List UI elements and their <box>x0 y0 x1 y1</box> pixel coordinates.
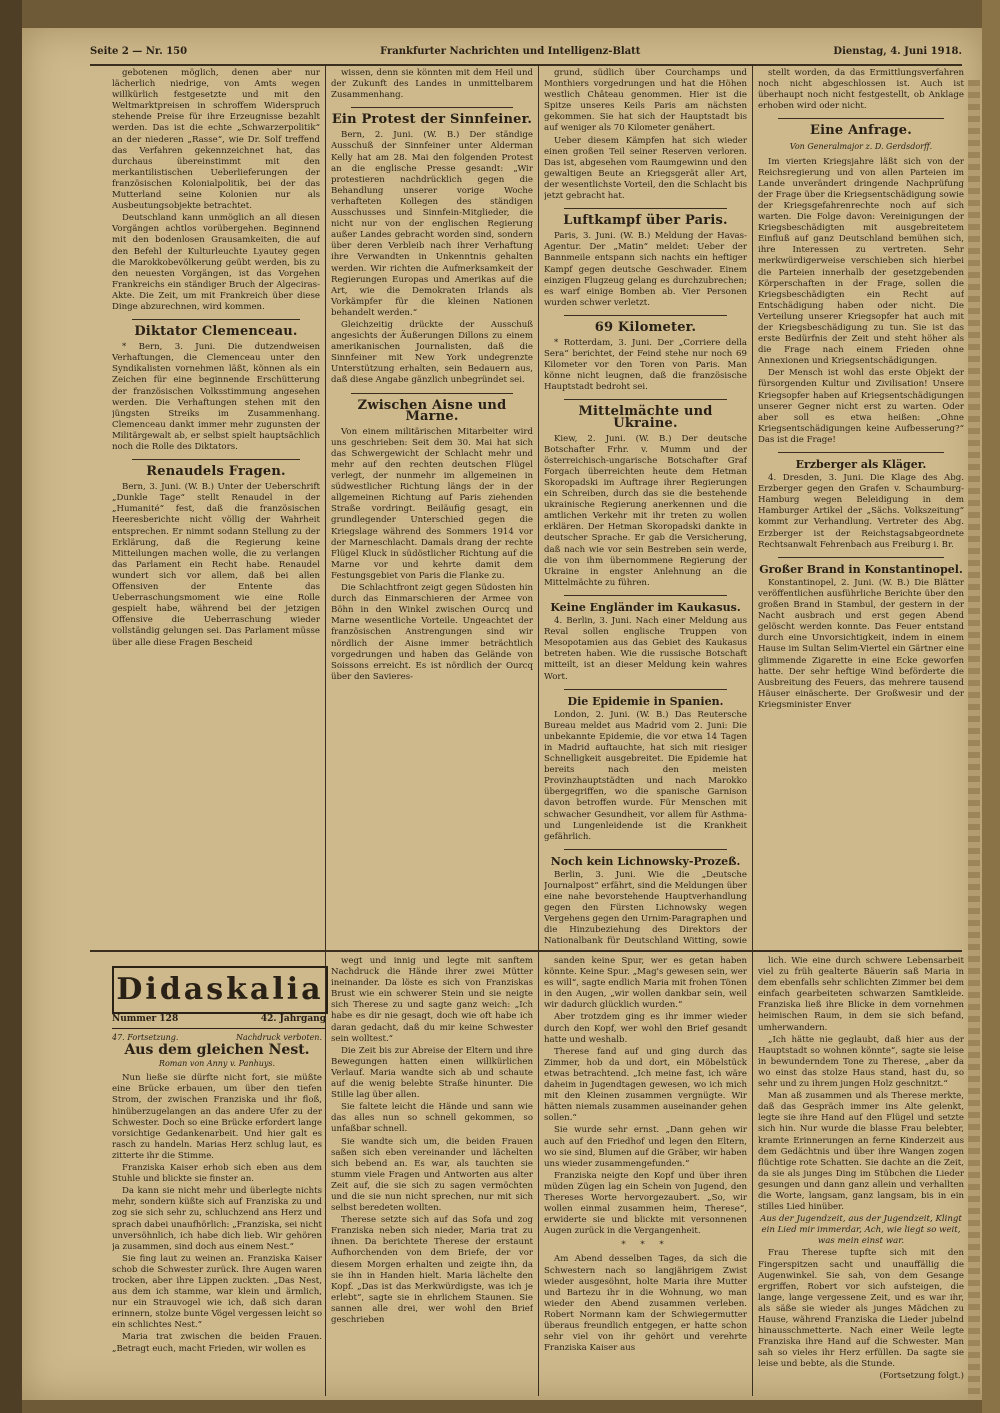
headline-kaukasus: Keine Engländer im Kaukasus. <box>550 600 741 614</box>
story-text: Maria trat zwischen die beiden Frauen. „Betragt euch, macht Frieden, wir wollen es <box>112 1332 322 1354</box>
story-text: Nun ließe sie dürfte nicht fort, sie müßte eine Brücke erbauen, um über den tiefen Strom, der zwischen Franziska und ihr floß, hinüberzugelangen an das andere Ufer zu der Schwester. Doch so eine Brücke erfordert lange vorsichtige Gedankenarbeit. Und hier galt es rasch zu handeln. Marias Herz schlug laut, es zitterte ihr die Stimme. <box>112 1073 322 1161</box>
headline-erzberger: Erzberger als Kläger. <box>795 458 927 471</box>
story-nachdruck: Nachdruck verboten. <box>235 1033 322 1042</box>
story-text: Therese fand auf und ging durch das Zimmer, hob da und dort, ein Möbelstück etwas betrachtend. „Ich meine fast, ich wäre daheim in Jugendtagen gewesen, wo ich mich mit den Kleinen zusammen vergnügte. Wir hätten niemals zusammen auseinander gehen sollen.“ <box>544 1046 747 1124</box>
page-header <box>90 46 962 64</box>
story-fortsetzung: 47. Fortsetzung. <box>112 1033 179 1042</box>
article-divider <box>132 319 300 320</box>
article-divider <box>564 208 727 209</box>
article-text: Die Schlachtfront zeigt gegen Südosten hin durch das Einmarschieren der Armee von Böhn in den Winkel zwischen Ourcq und Marne wesentliche Vorteile. Ungeachtet der französischen Anstrengungen sind wir nördlich der Aisne immer beträchtlich vorgedrungen und haben das Gelände von Soissons erreicht. Es ist nördlich der Ourcq über den Savieres- <box>331 583 533 682</box>
article-divider <box>778 557 944 558</box>
feuilleton-column-3 <box>544 956 747 1396</box>
story-text: Sie wandte sich um, die beiden Frauen saßen sich eben vereinander und lächelten sich bebend an. Es war, als tauchten sie stumm viele Fragen und Antworten aus alter Zeit auf, die sie sich zu sagen vermöchten und die sie nun nicht sprechen, nur mit sich selbst beredeten wollten. <box>331 1136 533 1214</box>
article-divider <box>564 689 727 690</box>
header-rule <box>90 64 962 66</box>
article-text: Kiew, 2. Juni. (W. B.) Der deutsche Botschafter Frhr. v. Mumm und der österreichisch-ungarische Botschafter Graf Forgach überreichten heute dem Hetman Skoropadski im Auftrage ihrer Regierungen ein Schreiben, durch das sie die bestehende ukrainische Regierung anerkennen und die amtlichen Verkehr mit ihr treten zu wollen erklären. Der Hetman Skoropadski dankte in deutscher Sprache. Er gab die Versicherung, daß nach wie vor sein Bestreben sein werde, die von ihm übernommene Regierung der Ukraine in engster Anlehnung an die Mittelmächte zu führen. <box>544 433 747 588</box>
article-text: Der Mensch ist wohl das erste Objekt der fürsorgenden Kultur und Zivilisation! Unsere Kriegsopfer haben auf Kriegsentschädigungen unserer Gegner nicht erst zu warten. Oder aber soll es etwa heißen: „Ohne Kriegsentschädigungen keine Aufbesserung?“ Das ist die Frage! <box>758 368 964 445</box>
header-page-number: Seite 2 — Nr. 150 <box>90 46 188 57</box>
page-edge <box>982 0 1000 1413</box>
column-rule <box>538 66 539 1396</box>
story-text: Frau Therese tupfte sich mit den Fingerspitzen sacht und unauffällig die Augenwinkel. Sie sah, von dem Gesange ergriffen, Robert vor sich aufsteigen, die lange, lange vergessene Zeit, und es war ihr, als säße sie wieder als junges Mädchen zu Hause, während Franziska die Lieder jubelnd hinausschmetterte. Nach einer Weile legte Franziska ihre Hand auf die Schwester. Man sah so vieles ihr Herz erfüllen. Da sagte sie leise und bebte, als die Stunde. <box>758 1248 964 1370</box>
story-text: „Ich hätte nie geglaubt, daß hier aus der Hauptstadt so wohnen könnte“, sagte sie leise in bewunderndem Tone zu Therese, „aber da wo einst das stolze Haus stand, hast du, so sehr und zu ihrem jungen Holz geschnitzt.“ <box>758 1034 964 1090</box>
didaskalia-year: 42. Jahrgang <box>260 1014 326 1024</box>
article-divider <box>564 315 727 316</box>
column-rule <box>752 66 753 1396</box>
story-text: Franziska Kaiser erhob sich eben aus dem Stuhle und blickte sie finster an. <box>112 1163 322 1185</box>
article-text: Bern, 2. Juni. (W. B.) Der ständige Ausschuß der Sinnfeiner unter Alderman Kelly hat am 28. Mai den folgenden Protest an die englische Presse gesandt: „Wir protestieren nachdrücklich gegen die Behandlung unserer vorige Woche verhafteten Kollegen des ständigen Ausschusses und Sinnfein-Mitglieder, die nicht nur von der englischen Regierung außer Landes gebracht worden sind, sondern über deren Verbleib nach ihrer Verhaftung ihre Verwandten in Unkenntnis gehalten werden. Wir richten die Aufmerksamkeit der Regierungen Europas und Amerikas auf die Art, wie die Demokraten Irlands als Vorkämpfer für die kleinen Nationen behandelt werden.“ <box>331 130 533 318</box>
headline-ukraine: Mittelmächte und Ukraine. <box>578 404 713 431</box>
story-text: Franziska neigte den Kopf und über ihren müden Zügen lag ein Schein von Jugend, den Thereses Worte hervorgezaubert. „So, wir wollen einmal zusammen heim, Therese“, erwiderte sie und blickte mit versonnenen Augen zurück in die Vergangenheit. <box>544 1170 747 1237</box>
feuilleton-rule <box>90 950 962 952</box>
story-text: Die Zeit bis zur Abreise der Eltern und ihre Bewegungen hatten einen willkürlichen Verlauf. Maria wandte sich ab und schaute auf die wenig belebte Straße hinunter. Die Stille lag über allen. <box>331 1045 533 1101</box>
didaskalia-number: Nummer 128 <box>112 1014 179 1024</box>
story-title: Aus dem gleichen Nest. <box>124 1042 310 1059</box>
feuilleton-column-2 <box>331 956 533 1396</box>
headline-renaudel: Renaudels Fragen. <box>146 464 286 480</box>
masthead-rule <box>112 1028 326 1029</box>
story-text: Therese setzte sich auf das Sofa und zog Franziska neben sich nieder, Maria trat zu ihnen. Da berichtete Therese der erstaunt Aufhorchenden von dem Briefe, der vor diesem Morgen erhalten und zeigte ihn, da sie ihn in Handen hielt. Maria lächelte den Kopf. „Das ist das Merkwürdigste, was ich je erlebt“, sagte sie in ehrlichem Staunen. Sie sannen alle drei, wer wohl den Brief geschrieben <box>331 1215 533 1325</box>
story-text: Sie faltete leicht die Hände und sann wie das alles nun so schnell gekommen, so unfaßbar schnell. <box>331 1102 533 1135</box>
feuilleton-column-4 <box>758 956 964 1396</box>
story-text: Aber trotzdem ging es ihr immer wieder durch den Kopf, wer wohl den Brief gesandt hatte und weshalb. <box>544 1012 747 1045</box>
adjacent-page-strip <box>968 80 980 1400</box>
story-text: lich. Wie eine durch schwere Lebensarbeit viel zu früh gealterte Bäuerin saß Maria in dem ebenfalls sehr schlichten Zimmer bei dem einfach gearbeiteten schwarzen Samtkleide. Franziska ließ ihre Blicke in dem vornehmen heimischen Raum, in dem sie sich befand, umherwandern. <box>758 956 964 1033</box>
article-divider <box>564 849 727 850</box>
story-continued: (Fortsetzung folgt.) <box>879 1371 964 1382</box>
story-text: sanden keine Spur, wer es getan haben könnte. Keine Spur. „Mag's gewesen sein, wer es will“, sagte endlich Maria mit frohen Tönen in den Augen, „wir wollen dankbar sein, weil wir dadurch glücklich wurden.“ <box>544 956 747 1011</box>
article-text: Konstantinopel, 2. Juni. (W. B.) Die Blätter veröffentlichen ausführliche Berichte über den großen Brand in Stambul, der gestern in der Nacht ausbrach und erst gegen Abend gelöscht werden konnte. Das Feuer entstand durch eine Unvorsichtigkeit, indem in einem Hause im Sultan Selim-Viertel ein Gärtner eine glimmende Zigarette in eine Ecke geworfen hatte. Der sehr heftige Wind beförderte die Ausbreitung des Feuers, das mehrere tausend Häuser einäscherte. Der Großwesir und der Kriegsminister Enver <box>758 577 964 710</box>
article-text: Im vierten Kriegsjahre läßt sich von der Reichsregierung und von allen Parteien im Lande unverändert dringende Nachprüfung der Frage über die Kriegsentschädigung sowie der Kriegsgefahrenrechte noch auf sich warten. Die Folge davon: Vereinigungen der Kriegsbeschädigten mit ausgebreitetem Einfluß auf ganz Deutschland bemühen sich, ihre Interessen zu vertreten. Sehr merkwürdigerweise verschieben sich hierbei die Parteien innerhalb der gesetzgebenden Körperschaften in der Frage, sollen die Kriegsbeschädigten ein Recht auf Entschädigung haben oder nicht. Die Verteilung unserer Kriegsopfer hat auch mit der Kriegsbeschädigung zu tun. Sie ist das erste Bedürfnis der Zeit und steht höher als die Frage nach einem Frieden ohne Annexionen und Kriegsentschädigungen. <box>758 156 964 367</box>
headline-lichnowsky: Noch kein Lichnowsky-Prozeß. <box>550 854 741 868</box>
article-text: gebotenen möglich, denen aber nur lächerlich niedrige, von Amts wegen willkürlich festgesetzte und mit den Weltmarktpreisen in schroffem Widerspruch stehende Preise für ihre Erzeugnisse bezahlt werden. Das ist die echte „Schwarzerpolitik“ an der niederen „Rasse“, wie Dr. Solf treffend das Verfahren gekennzeichnet hat, das durchaus übereinstimmt mit den merkantilistischen Ueberlieferungen der französischen Kolonialpolitik, bei der das Mutterland seine Kolonien nur als Ausbeutungsobjekte betrachtet. <box>112 68 320 212</box>
column-rule <box>325 66 326 1396</box>
headline-69-kilometer: 69 Kilometer. <box>594 319 697 335</box>
header-date: Dienstag, 4. Juni 1918. <box>833 46 962 57</box>
article-divider <box>351 393 513 394</box>
article-text: 4. Berlin, 3. Juni. Nach einer Meldung aus Reval sollen englische Truppen von Mesopotamien aus das Gebiet des Kaukasus betreten haben. Wie die russische Botschaft mitteilt, ist an dieser Meldung kein wahres Wort. <box>544 616 747 682</box>
headline-anfrage: Eine Anfrage. <box>810 123 912 139</box>
article-text: Deutschland kann unmöglich an all diesen Vorgängen achtlos vorübergehen. Beginnend mit den bodenlosen Grausamkeiten, die auf den Befehl der Kulturleuchte Lyautey gegen die Marokkobevölkerung geübt werden, bis zu den neuesten Vorgängen, ist das Vorgehen Frankreichs ein ständiger Bruch der Algeciras-Akte. Die Zeit, um mit Frankreich über diese Dinge abzurechnen, wird kommen. <box>112 213 320 312</box>
article-text: Bern, 3. Juni. (W. B.) Unter der Ueberschrift „Dunkle Tage“ stellt Renaudel in der „Humanité“ fest, daß die französischen Heeresberichte nicht völlig der Wahrheit entsprechen. Er nimmt sodann Stellung zu der Erklärung, daß die Regierung keine Mitteilungen machen wolle, die zu verlangen das Parlament ein Recht habe. Renaudel wundert sich vor allem, daß bei allen Offensiven der Entente das Ueberraschungsmoment wie eine Rolle gespielt habe, während bei der jetzigen Offensive die Ueberraschung wieder vollständig gelungen sei. Das Parlament müsse über alle diese Fragen Bescheid <box>112 482 320 648</box>
article-text: Gleichzeitig drückte der Ausschuß angesichts der Äußerungen Dillons zu einem amerikanischen Journalisten, daß die Sinnfeiner mit New York undegrenzte Unterstützung erhalten, sein Bedauern aus, daß diese Angabe gänzlich unbegründet sei. <box>331 319 533 386</box>
column-4 <box>758 68 964 946</box>
story-byline: Roman von Anny v. Panhuys. <box>158 1059 276 1069</box>
story-text: Am Abend desselben Tages, da sich die Schwestern nach so langjährigem Zwist wieder ausgesöhnt, holte Maria ihre Mutter und Bartezu ihr in die Wohnung, wo man wieder den Abend zusammen verleben. Robert Normann kam der Schwiegermutter überaus freundlich entgegen, er hatte schon sehr viel von ihr gehört und verehrte Franziska Kaiser aus <box>544 1254 747 1354</box>
article-divider <box>351 107 513 108</box>
article-divider <box>778 452 944 453</box>
story-text: Sie wurde sehr ernst. „Dann gehen wir auch auf den Friedhof und legen den Eltern, wo sie sind, Blumen auf die Gräber, wir haben uns wieder zusammengefunden.“ <box>544 1125 747 1169</box>
article-text: wissen, denn sie könnten mit dem Heil und der Zukunft des Landes in unmittelbarem Zusammenhang. <box>331 68 533 101</box>
article-text: London, 2. Juni. (W. B.) Das Reutersche Bureau meldet aus Madrid vom 2. Juni: Die unbekannte Epidemie, die vor etwa 14 Tagen in Madrid auftauchte, hat sich mit riesiger Schnelligkeit ausgebreitet. Die Epidemie hat bereits nach den meisten Provinzhauptstädten und nach Marokko übergegriffen, wo die spanische Garnison davon betroffen wurde. Für Menschen mit schwacher Gesundheit, vor allem für Asthma- und Lungenleidende ist die Krankheit gefährlich. <box>544 709 747 842</box>
header-masthead: Frankfurter Nachrichten und Intelligenz-Blatt <box>380 46 641 57</box>
binding-edge <box>0 0 22 1413</box>
didaskalia-masthead: Didaskalia <box>112 966 328 1014</box>
article-text: 4. Dresden, 3. Juni. Die Klage des Abg. Erzberger gegen den Grafen v. Schaumburg-Hamburg wegen Beleidigung in dem Hamburger Artikel der „Sächs. Volkszeitung“ kommt zur Verhandlung. Vertreter des Abg. Erzberger ist der Reichstagsabgeordnete Rechtsanwalt Fehrenbach aus Freiburg i. Br. <box>758 473 964 550</box>
headline-aisne-marne: Zwischen Aisne und Marne. <box>357 397 507 424</box>
article-text: * Rotterdam, 3. Juni. Der „Corriere della Sera“ berichtet, der Feind stehe nur noch 69 Kilometer vor den Toren von Paris. Man könne nicht leugnen, daß die französische Hauptstadt bedroht sei. <box>544 337 747 393</box>
feuilleton-column-1 <box>112 1032 322 1396</box>
column-2 <box>331 68 533 946</box>
headline-luftkampf: Luftkampf über Paris. <box>563 213 728 229</box>
story-text: Da kann sie nicht mehr und überlegte nichts mehr, sondern küßte sich auf Franziska zu und zog sie sich sehr zu, schluchzend ans Herz und sprach dabei unaufhörlich: „Franziska, sei nicht unversöhnlich, ich habe dich lieb. Wir gehören ja zusammen, sind doch aus einem Nest.“ <box>112 1186 322 1252</box>
article-text: Ueber diesem Kämpfen hat sich wieder einen großen Teil seiner Reserven verloren. Das ist, abgesehen vom Raumgewinn und den gewaltigen Beute an Kriegsgerät aller Art, der wesentlichste Vorteil, den die Schlacht bis jetzt gebracht hat. <box>544 135 747 202</box>
story-text: Sie fing laut zu weinen an. Franziska Kaiser schob die Schwester zurück. Ihre Augen waren trocken, aber ihre Lippen zuckten. „Das Nest, aus dem ich stamme, war klein und ärmlich, nur ein Strauvogel wie ich, daß sich daran erinnern, stolze bunte Vögel vergessen leicht so ein schlichtes Nest.“ <box>112 1253 322 1331</box>
section-break: * * * <box>621 1240 670 1251</box>
article-text: Berlin, 3. Juni. Wie die „Deutsche Journalpost“ erfährt, sind die Meldungen über eine nahe bevorstehende Hauptverhandlung gegen den Fürsten Lichnowsky wegen Vergehens gegen den Urnim-Paragraphen und die Hinzubeziehung des Direktors der Nationalbank für Deutschland Witting, sowie <box>544 869 747 946</box>
story-text: Man aß zusammen und als Therese merkte, daß das Gespräch immer ins Alte gelenkt, legte sie ihre Hand auf den Flügel und setzte sich hin. Nur wurde die blasse Frau belebter, kramte Erinnerungen an ferne Kinderzeit aus dem Gedächtnis und über ihre Wangen zogen flüchtige rote Schatten. Sie dachte an die Zeit, da sie als junges Ding im Stübchen die Lieder gesungen und dann ganz allein und verhallten die Worte, langsam, ganz langsam, bis in ein stilles Lied hinüber. <box>758 1091 964 1213</box>
didaskalia-info <box>112 1014 326 1024</box>
headline-spanien: Die Epidemie in Spanien. <box>567 694 724 708</box>
article-text: stellt worden, da das Ermittlungsverfahren noch nicht abgeschlossen ist. Auch ist überhaupt noch nicht festgestellt, ob Anklage erhoben wird oder nicht. <box>758 68 964 112</box>
headline-clemenceau: Diktator Clemenceau. <box>134 324 298 340</box>
article-text: grund, südlich über Courchamps und Monthiers vorgedrungen und hat die Höhen westlich Château genommen. Hier ist die Spitze unseres Keils Paris am nächsten gekommen. Sie hat sich der Hauptstadt bis auf weniger als 70 Kilometer genähert. <box>544 68 747 134</box>
article-text: Paris, 3. Juni. (W. B.) Meldung der Havas-Agentur. Der „Matin“ meldet: Ueber der Bannmeile entspann sich nachts ein heftiger Kampf gegen deutsche Geschwader. Einem einzigen Flugzeug gelang es durchzubrechen; es warf einige Bomben ab. Vier Personen wurden schwer verletzt. <box>544 231 747 308</box>
column-3 <box>544 68 747 946</box>
article-text: Von einem militärischen Mitarbeiter wird uns geschrieben: Seit dem 30. Mai hat sich das Schwergewicht der Schlacht mehr und mehr auf den rechten deutschen Flügel verlegt, der nunmehr im allgemeinen in südwestlicher Richtung längs der in der allgemeinen Richtung auf Paris ziehenden Straße vordringt. Beiläufig gesagt, ein grundlegender Unterschied gegen die Kriegslage während des Sommers 1914 vor der Marneschlacht. Damals drang der rechte Flügel Kluck in südöstlicher Richtung auf die Marne vor und kehrte damit dem Festungsgebiet von Paris die Flanke zu. <box>331 426 533 581</box>
article-divider <box>132 459 300 460</box>
article-text: * Bern, 3. Juni. Die dutzendweisen Verhaftungen, die Clemenceau unter den Syndikalisten vornehmen läßt, können als ein Zeichen für eine beginnende Erschütterung der französischen Volksstimmung angesehen werden. Die Verhaftungen stehen mit den jüngsten Streiks im Zusammenhang. Clemenceau dankt immer mehr zugunsten der Militärgewalt ab, er selbst spielt hauptsächlich noch die Rolle des Diktators. <box>112 342 320 452</box>
article-divider <box>564 595 727 596</box>
headline-sinnfeiner: Ein Protest der Sinnfeiner. <box>331 112 533 128</box>
article-divider <box>564 399 727 400</box>
article-byline: Von Generalmajor z. D. Gerdsdorff. <box>789 142 933 152</box>
story-text: wegt und innig und legte mit sanftem Nachdruck die Hände ihrer zwei Mütter ineinander. Da löste es sich von Franziskas Brust wie ein schwerer Stein und sie neigte sich Therese zu und sagte ganz weich: „Ich habe es dir nie gesagt, doch wie oft habe ich daran gedacht, daß du mir keine Schwester sein wolltest.“ <box>331 956 533 1044</box>
story-verse: Aus der Jugendzeit, aus der Jugendzeit, Klingt ein Lied mir immerdar, Ach, wie liegt so weit, was mein einst war. <box>760 1214 962 1247</box>
column-1 <box>112 68 320 946</box>
article-divider <box>778 118 944 119</box>
headline-brand: Großer Brand in Konstantinopel. <box>759 562 963 576</box>
